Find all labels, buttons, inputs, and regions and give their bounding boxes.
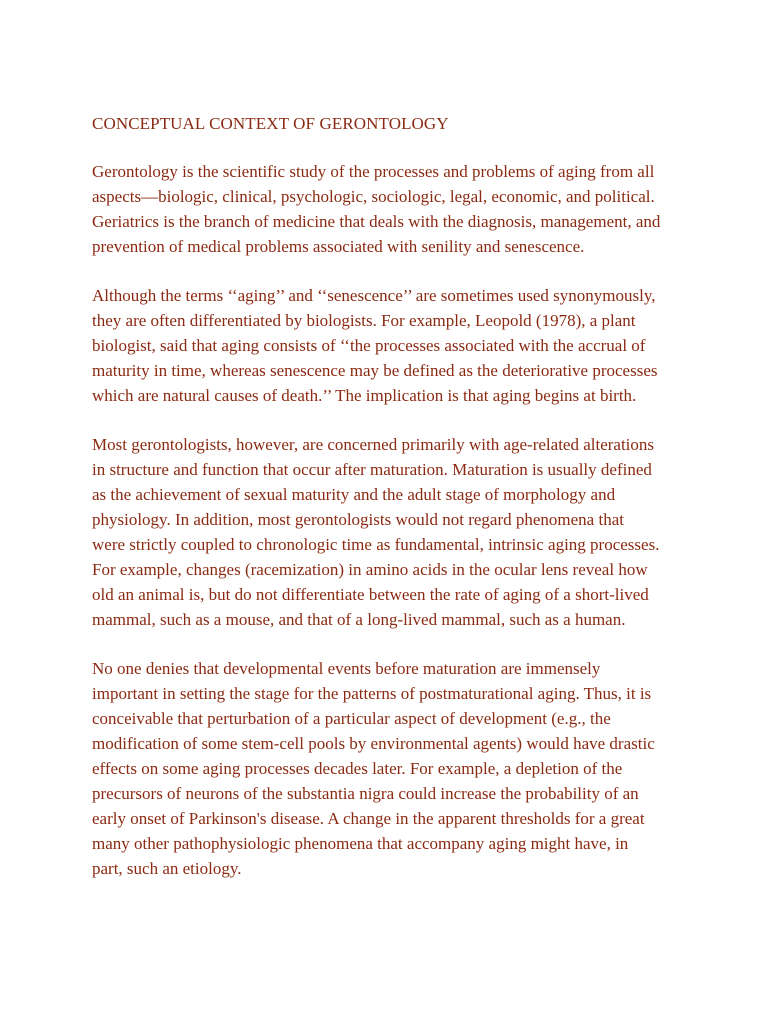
text-line: precursors of neurons of the substantia nigra could increase the probability of an [92, 784, 639, 803]
paragraph-3 [92, 432, 692, 632]
text-line: biologist, said that aging consists of ‘‘the processes associated with the accrual of [92, 336, 646, 355]
text-line: aspects—biologic, clinical, psychologic, sociologic, legal, economic, and political. [92, 187, 655, 206]
paragraph-2 [92, 283, 692, 408]
text-line: they are often differentiated by biologists. For example, Leopold (1978), a plant [92, 311, 636, 330]
text-line: physiology. In addition, most gerontologists would not regard phenomena that [92, 510, 624, 529]
text-line: Gerontology is the scientific study of the processes and problems of aging from all [92, 162, 655, 181]
text-line: old an animal is, but do not differentiate between the rate of aging of a short-lived [92, 585, 649, 604]
text-line: modification of some stem-cell pools by environmental agents) would have drastic [92, 734, 655, 753]
text-line: effects on some aging processes decades later. For example, a depletion of the [92, 759, 623, 778]
text-line: important in setting the stage for the patterns of postmaturational aging. Thus, it is [92, 684, 652, 703]
text-line: in structure and function that occur after maturation. Maturation is usually defined [92, 460, 652, 479]
text-line: Although the terms ‘‘aging’’ and ‘‘senescence’’ are sometimes used synonymously, [92, 286, 656, 305]
text-line: as the achievement of sexual maturity and the adult stage of morphology and [92, 485, 616, 504]
text-line: early onset of Parkinson's disease. A change in the apparent thresholds for a great [92, 809, 645, 828]
text-line: which are natural causes of death.’’ The implication is that aging begins at birth. [92, 386, 637, 405]
paragraph-4 [92, 656, 692, 881]
text-line: For example, changes (racemization) in amino acids in the ocular lens reveal how [92, 560, 648, 579]
text-line: Geriatrics is the branch of medicine that deals with the diagnosis, management, and [92, 212, 661, 231]
text-line: No one denies that developmental events before maturation are immensely [92, 659, 601, 678]
document-page [92, 112, 692, 905]
text-line: maturity in time, whereas senescence may be defined as the deteriorative processes [92, 361, 658, 380]
text-line: mammal, such as a mouse, and that of a long-lived mammal, such as a human. [92, 610, 626, 629]
section-heading: CONCEPTUAL CONTEXT OF GERONTOLOGY [92, 114, 449, 133]
text-line: Most gerontologists, however, are concerned primarily with age-related alterations [92, 435, 655, 454]
text-line: many other pathophysiologic phenomena that accompany aging might have, in [92, 834, 629, 853]
text-line: were strictly coupled to chronologic time as fundamental, intrinsic aging processes. [92, 535, 660, 554]
text-line: conceivable that perturbation of a particular aspect of development (e.g., the [92, 709, 611, 728]
paragraph-1 [92, 159, 692, 259]
text-line: part, such an etiology. [92, 859, 242, 878]
text-line: prevention of medical problems associated with senility and senescence. [92, 237, 585, 256]
